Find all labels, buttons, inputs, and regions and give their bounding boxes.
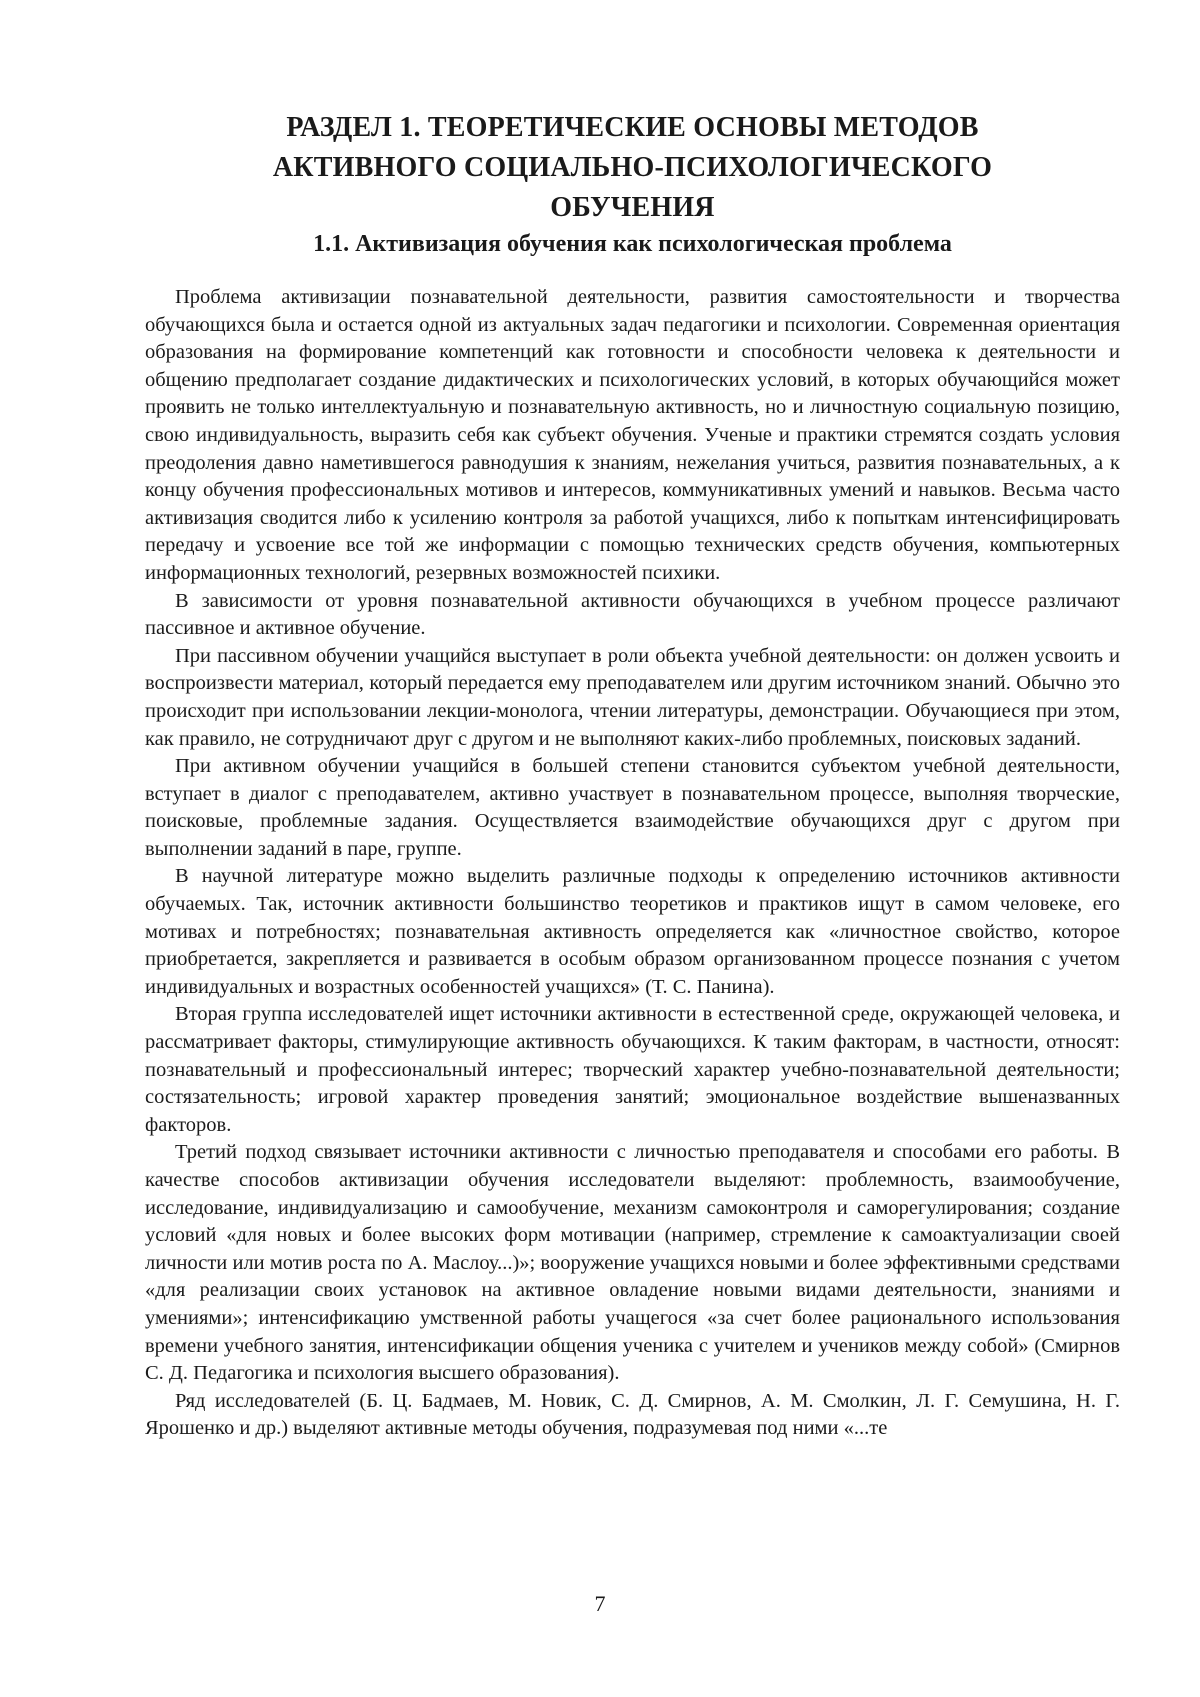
section-title-line-2: АКТИВНОГО СОЦИАЛЬНО-ПСИХОЛОГИЧЕСКОГО [272,152,993,183]
section-title-line-3: ОБУЧЕНИЯ [550,192,715,223]
paragraph: Проблема активизации познавательной деятельности, развития самостоятельности и творчества обучающихся была и остается одной из актуальных задач педагогики и психологии. Современная ориентация образования на формирование компетенций как готовности и способности человека к деятельности и общению предполагает создание дидактических и психологических условий, в которых обучающийся может проявить не только интеллектуальную и познавательную активность, но и личностную социальную позицию, свою индивидуальность, выразить себя как субъект обучения. Ученые и практики стремятся создать условия преодоления давно наметившегося равнодушия к знаниям, нежелания учиться, развития познавательных, а к концу обучения профессиональных мотивов и интересов, коммуникативных умений и навыков. Весьма часто активизация сводится либо к усилению контроля за работой учащихся, либо к попыткам интенсифицировать передачу и усвоение все той же информации с помощью технических средств обучения, компьютерных информационных технологий, резервных возможностей психики. [145,286,1120,584]
paragraph: При активном обучении учащийся в большей степени становится субъектом учебной деятельности, вступает в диалог с преподавателем, активно участвует в познавательном процессе, выполняя творческие, поисковые, проблемные задания. Осуществляется взаимодействие обучающихся друг с другом при выполнении заданий в паре, группе. [145,755,1120,860]
section-title [145,108,1120,228]
paragraph: При пассивном обучении учащийся выступает в роли объекта учебной деятельности: он должен усвоить и воспроизвести материал, который передается ему преподавателем или другим источником знаний. Обычно это происходит при использовании лекции-монолога, чтении литературы, демонстрации. Обучающиеся при этом, как правило, не сотрудничают друг с другом и не выполняют каких-либо проблемных, поисковых заданий. [145,644,1120,750]
page-number: 7 [594,1591,606,1616]
paragraph: В научной литературе можно выделить различные подходы к определению источников активности обучаемых. Так, источник активности большинство теоретиков и практиков ищут в самом человеке, его мотивах и потребностях; познавательная активность определяется как «личностное свойство, которое приобретается, закрепляется и развивается в особым образом организованном процессе познания с учетом индивидуальных и возрастных особенностей учащихся» (Т. С. Панина). [145,865,1120,998]
paragraph: В зависимости от уровня познавательной активности обучающихся в учебном процессе различают пассивное и активное обучение. [145,589,1120,640]
paragraph: Вторая группа исследователей ищет источники активности в естественной среде, окружающей человека, и рассматривает факторы, стимулирующие активность обучающихся. К таким факторам, в частности, относят: познавательный и профессиональный интерес; творческий характер учебно-познавательной деятельности; состязательность; игровой характер проведения занятий; эмоциональное воздействие вышеназванных факторов. [145,1003,1120,1136]
subsection-title: 1.1. Активизация обучения как психологическая проблема [313,231,952,257]
body-text [145,284,1120,1443]
paragraph: Третий подход связывает источники активности с личностью преподавателя и способами его работы. В качестве способов активизации обучения исследователи выделяют: проблемность, взаимообучение, исследование, индивидуализацию и самообучение, механизм самоконтроля и саморегулирования; создание условий «для новых и более высоких форм мотивации (например, стремление к самоактуализации своей личности или мотив роста по А. Маслоу...)»; вооружение учащихся новыми и более эффективными средствами «для реализации своих установок на активное овладение новыми видами деятельности, знаниями и умениями»; интенсификацию умственной работы учащегося «за счет более рационального использования времени учебного занятия, интенсификации общения ученика с учителем и учеников между собой» (Смирнов С. Д. Педагогика и психология высшего образования). [145,1141,1120,1385]
section-title-line-1: РАЗДЕЛ 1. ТЕОРЕТИЧЕСКИЕ ОСНОВЫ МЕТОДОВ [286,112,979,143]
paragraph: Ряд исследователей (Б. Ц. Бадмаев, М. Новик, С. Д. Смирнов, А. М. Смолкин, Л. Г. Семушина, Н. Г. Ярошенко и др.) выделяют активные методы обучения, подразумевая под ними «...те [145,1389,1120,1440]
